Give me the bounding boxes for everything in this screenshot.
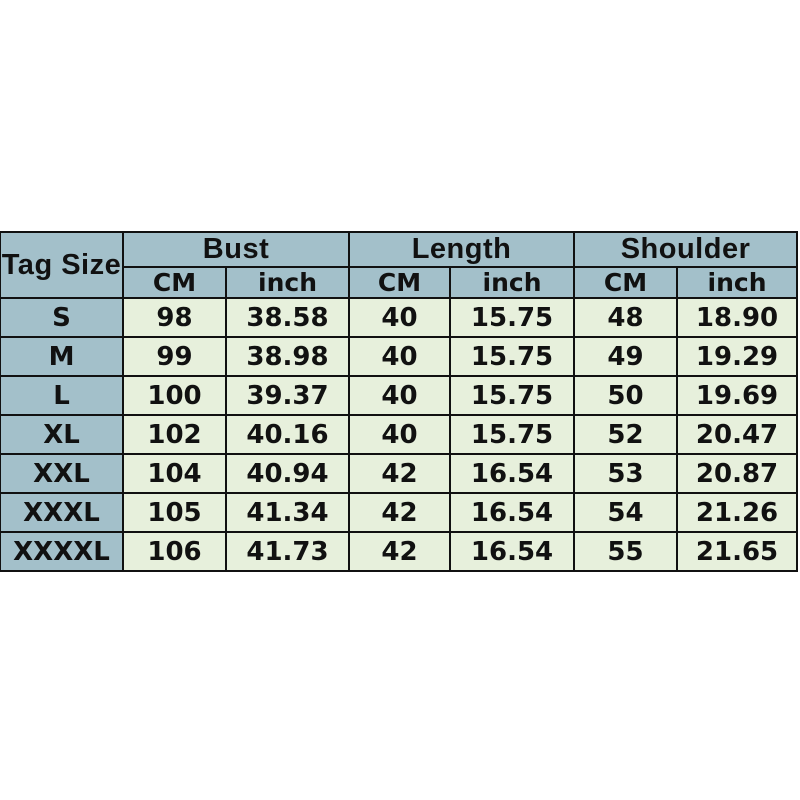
table-row-xxxxl (0, 532, 797, 571)
cell-bust-cm: 102 (123, 415, 226, 454)
cell-bust-inch: 40.94 (226, 454, 349, 493)
row-tag-size: XXXL (0, 493, 123, 532)
length-inch-header: inch (450, 267, 574, 298)
cell-length-inch: 15.75 (450, 415, 574, 454)
cell-bust-inch: 41.73 (226, 532, 349, 571)
cell-length-cm: 40 (349, 376, 450, 415)
cell-shoulder-inch: 20.47 (677, 415, 797, 454)
table-row-l (0, 376, 797, 415)
cell-shoulder-cm: 54 (574, 493, 677, 532)
group-header-bust: Bust (123, 232, 349, 267)
group-header-shoulder: Shoulder (574, 232, 797, 267)
bust-inch-header: inch (226, 267, 349, 298)
cell-shoulder-inch: 19.29 (677, 337, 797, 376)
cell-length-cm: 40 (349, 298, 450, 337)
size-chart-table (0, 231, 798, 572)
cell-shoulder-inch: 18.90 (677, 298, 797, 337)
length-cm-header: CM (349, 267, 450, 298)
cell-shoulder-cm: 55 (574, 532, 677, 571)
cell-shoulder-inch: 21.65 (677, 532, 797, 571)
shoulder-cm-header: CM (574, 267, 677, 298)
group-header-row (0, 232, 797, 267)
row-tag-size: XXXXL (0, 532, 123, 571)
cell-bust-cm: 100 (123, 376, 226, 415)
cell-bust-cm: 104 (123, 454, 226, 493)
cell-shoulder-inch: 21.26 (677, 493, 797, 532)
table-row-xxl (0, 454, 797, 493)
table-row-m (0, 337, 797, 376)
cell-bust-inch: 40.16 (226, 415, 349, 454)
row-tag-size: M (0, 337, 123, 376)
cell-length-cm: 42 (349, 454, 450, 493)
table-row-xxxl (0, 493, 797, 532)
cell-length-inch: 15.75 (450, 337, 574, 376)
cell-length-cm: 40 (349, 337, 450, 376)
cell-shoulder-inch: 19.69 (677, 376, 797, 415)
tag-size-header: Tag Size (0, 232, 123, 298)
cell-length-cm: 42 (349, 532, 450, 571)
bust-cm-header: CM (123, 267, 226, 298)
cell-length-cm: 40 (349, 415, 450, 454)
cell-length-inch: 15.75 (450, 376, 574, 415)
row-tag-size: XXL (0, 454, 123, 493)
cell-length-cm: 42 (349, 493, 450, 532)
cell-shoulder-cm: 49 (574, 337, 677, 376)
cell-bust-inch: 39.37 (226, 376, 349, 415)
cell-length-inch: 16.54 (450, 493, 574, 532)
cell-length-inch: 15.75 (450, 298, 574, 337)
cell-bust-cm: 98 (123, 298, 226, 337)
cell-shoulder-cm: 50 (574, 376, 677, 415)
cell-bust-cm: 105 (123, 493, 226, 532)
table-row-xl (0, 415, 797, 454)
row-tag-size: L (0, 376, 123, 415)
group-header-length: Length (349, 232, 574, 267)
cell-bust-cm: 106 (123, 532, 226, 571)
cell-shoulder-cm: 52 (574, 415, 677, 454)
cell-shoulder-cm: 53 (574, 454, 677, 493)
cell-length-inch: 16.54 (450, 454, 574, 493)
cell-bust-inch: 41.34 (226, 493, 349, 532)
cell-length-inch: 16.54 (450, 532, 574, 571)
cell-shoulder-inch: 20.87 (677, 454, 797, 493)
shoulder-inch-header: inch (677, 267, 797, 298)
row-tag-size: XL (0, 415, 123, 454)
cell-shoulder-cm: 48 (574, 298, 677, 337)
cell-bust-inch: 38.98 (226, 337, 349, 376)
table-row-s (0, 298, 797, 337)
cell-bust-inch: 38.58 (226, 298, 349, 337)
cell-bust-cm: 99 (123, 337, 226, 376)
row-tag-size: S (0, 298, 123, 337)
